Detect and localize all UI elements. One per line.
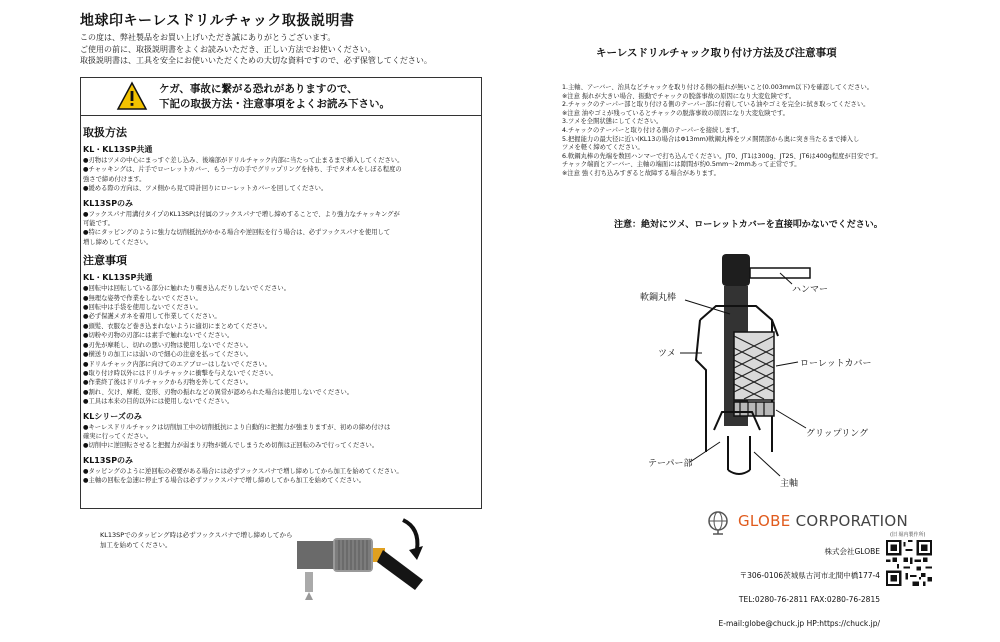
- knurled-cover-label: ローレットカバー: [800, 359, 872, 369]
- company-name: [738, 512, 908, 530]
- install-step: 4.チャックのテーパーと取り付ける側のテーパーを接続します。: [562, 126, 743, 134]
- list-item: ●刃先が摩耗し、切れの悪い刃物は使用しないでください。: [83, 341, 253, 349]
- spindle-label: 主軸: [780, 479, 799, 489]
- document-title: 地球印キーレスドリルチャック取扱説明書: [80, 13, 355, 29]
- list-item: ●取り付け時以外にはドリルチャックに衝撃を与えないでください。: [83, 369, 278, 377]
- install-step: 1.主軸、アーバー、治具などチャックを取り付ける側の振れが無いこと(0.003mm以下)を確認してください。: [562, 84, 874, 91]
- company-name-first: GLOBE: [738, 512, 791, 530]
- install-step: 2.チャックのテーパー部と取り付ける側のテーパー部に付着している油やゴミを完全に拭き取ってください。: [562, 101, 870, 109]
- cautions-common-label: KL・KL13SP共通: [83, 273, 153, 283]
- panel-content: [83, 122, 479, 486]
- list-item: ●特にタッピングのように強力な切削抵抗がかかる場合や逆回転を行う場合は、必ずフックスパナを使用して 増し締めしてください。: [83, 229, 391, 246]
- list-item: ●切削中に逆回転させると把握力が弱まり刃物が緩んでしまうため切削は正回転のみで行ってください。: [83, 442, 379, 450]
- install-steps: [562, 84, 957, 179]
- address-line: 株式会社GLOBE: [824, 547, 880, 556]
- cautions-sp-label: KL13SPのみ: [83, 455, 134, 465]
- install-step: ※注意 強く打ち込みすぎると故障する場合があります。: [562, 169, 720, 177]
- tapping-caption: KL13SPでのタッピング時は必ずフックスパナで増し締めしてから 加工を始めてください。: [100, 531, 293, 549]
- intro-line: この度は、弊社製品をお買い上げいただき誠にありがとうございます。: [80, 33, 336, 42]
- intro-line: ご使用の前に、取扱説明書をよくお読みいただき、正しい方法でお使いください。: [80, 44, 376, 54]
- install-step: 5.把握能力の最大径に近い(KL13の場合はΦ13mm)軟鋼丸棒をツメ開閉部から奥に突き当たるまで挿入し ツメを軽く締めてください。: [562, 135, 860, 152]
- list-item: ●横送りの加工には弱いので細心の注意を払ってください。: [83, 351, 253, 359]
- hammer-drawing: [722, 254, 810, 286]
- list-item: ●ドリルチャック内部に向けてのエアブローはしないでください。: [83, 360, 271, 368]
- install-step: ※注意 油やゴミが残っているとチャックの脱落事故の原因になり大変危険です。: [562, 109, 789, 117]
- list-item: ●工具は本来の目的以外には使用しないでください。: [83, 398, 234, 406]
- globe-logo-icon: [705, 510, 731, 536]
- list-item: ●切粉や刃物の刃部には素手で触れないでください。: [83, 332, 234, 340]
- knurled-cover-drawing: [734, 332, 774, 400]
- list-item: ●フックスパナ用溝付タイプのKL13SPは付属のフックスパナで増し締めすることで、より強力なチャッキングが 可能です。: [83, 210, 400, 228]
- list-item: ●キーレスドリルチャックは切削加工中の切削抵抗により自動的に把握力が強まりますが、初めの締め付けは 確実に行ってください。: [83, 423, 391, 440]
- install-caution: 注意：絶対にツメ、ローレットカバーを直接叩かないでください。: [614, 220, 883, 230]
- taper-label: テーパー部: [648, 459, 693, 469]
- list-item: ●必ず保護メガネを着用して作業してください。: [83, 313, 221, 321]
- list-item: ●チャッキングは、片手でローレットカバー、もう一方の手でグリップリングを持ち、手でタオルをしぼる程度の 強さで締め付けます。: [83, 166, 402, 183]
- list-item: ●主軸の回転を急速に停止する場合は必ずフックスパナで増し締めしてから加工を始めてください。: [83, 477, 366, 485]
- chuck-installation-diagram: [630, 240, 910, 495]
- intro-text: [80, 32, 480, 67]
- list-item: ●回転中は手袋を使用しないでください。: [83, 304, 202, 312]
- warning-triangle-icon: [117, 82, 147, 110]
- install-step: 3.ツメを全開状態にしてください。: [562, 118, 663, 126]
- address-line: 〒306-0106茨城県古河市北間中橋177-4: [739, 571, 880, 580]
- former-name: (旧 堀内製作所): [890, 532, 926, 538]
- handling-heading: 取扱方法: [83, 126, 127, 139]
- list-item: ●無理な姿勢で作業をしないでください。: [83, 294, 202, 302]
- cautions-kl-label: KLシリーズのみ: [83, 411, 142, 421]
- handling-common-label: KL・KL13SP共通: [83, 145, 153, 154]
- list-item: ●刃物はツメの中心にまっすぐ差し込み、後端部がドリルチャック内部に当たって止まるまで挿入してください。: [83, 157, 404, 164]
- grip-ring-label: グリップリング: [806, 429, 869, 439]
- warning-box: [81, 78, 481, 116]
- hammer-label: ハンマー: [792, 285, 829, 295]
- jaw-label: ツメ: [658, 349, 676, 359]
- list-item: ●割れ、欠け、摩耗、変形、刃物の振れなどの異常が認められた場合は使用しないでください。: [83, 388, 354, 396]
- cautions-heading: 注意事項: [83, 254, 127, 268]
- list-item: ●作業終了後はドリルチャックから刃物を外してください。: [83, 379, 253, 387]
- warning-line-2: 下記の取扱方法・注意事項をよくお読み下さい。: [159, 98, 390, 110]
- warning-text: [159, 82, 390, 112]
- list-item: ●緩める際の方向は、ツメ側から見て時計回りにローレットカバーを回してください。: [83, 185, 328, 193]
- company-name-second: CORPORATION: [790, 512, 908, 530]
- handling-sp-label: KL13SPのみ: [83, 198, 134, 208]
- install-step: ※注意 振れが大きい場合、振動でチャックの脱落事故の原因になり大変危険です。: [562, 92, 796, 100]
- address-line: TEL:0280-76-2811 FAX:0280-76-2815: [738, 595, 880, 604]
- company-address: [700, 534, 880, 642]
- instructions-panel: [80, 77, 482, 509]
- mild-steel-rod-label: 軟鋼丸棒: [640, 293, 677, 303]
- address-line: E-mail:globe@chuck.jp HP:https://chuck.jp/: [718, 619, 880, 628]
- list-item: ●タッピングのように逆回転の必要がある場合には必ずフックスパナで増し締めしてから加工を始めてください。: [83, 467, 403, 475]
- list-item: ●回転中は回転している部分に触れたり覗き込んだりしないでください。: [83, 285, 290, 293]
- intro-line: 取扱説明書は、工具を安全にお使いいただくための大切な資料ですので、必ず保管してください。: [80, 56, 432, 65]
- install-title: キーレスドリルチャック取り付け方法及び注意事項: [596, 47, 837, 59]
- qr-code-icon[interactable]: [886, 540, 932, 586]
- install-step: 6.軟鋼丸棒の先端を数回ハンマーで打ち込んでください。JT0、JT1は300g、JT2S、JT6は400g程度が目安です。 チャック端面とアーバー、主軸の端面には隙間が約0.5mm〜2mmあって正常です。: [562, 152, 882, 169]
- chuck-with-spanner-illustration: [295, 510, 435, 600]
- list-item: ●頭髪、衣服など巻き込まれないように適切にまとめてください。: [83, 322, 272, 330]
- warning-line-1: ケガ、事故に繋がる恐れがありますので、: [159, 83, 358, 95]
